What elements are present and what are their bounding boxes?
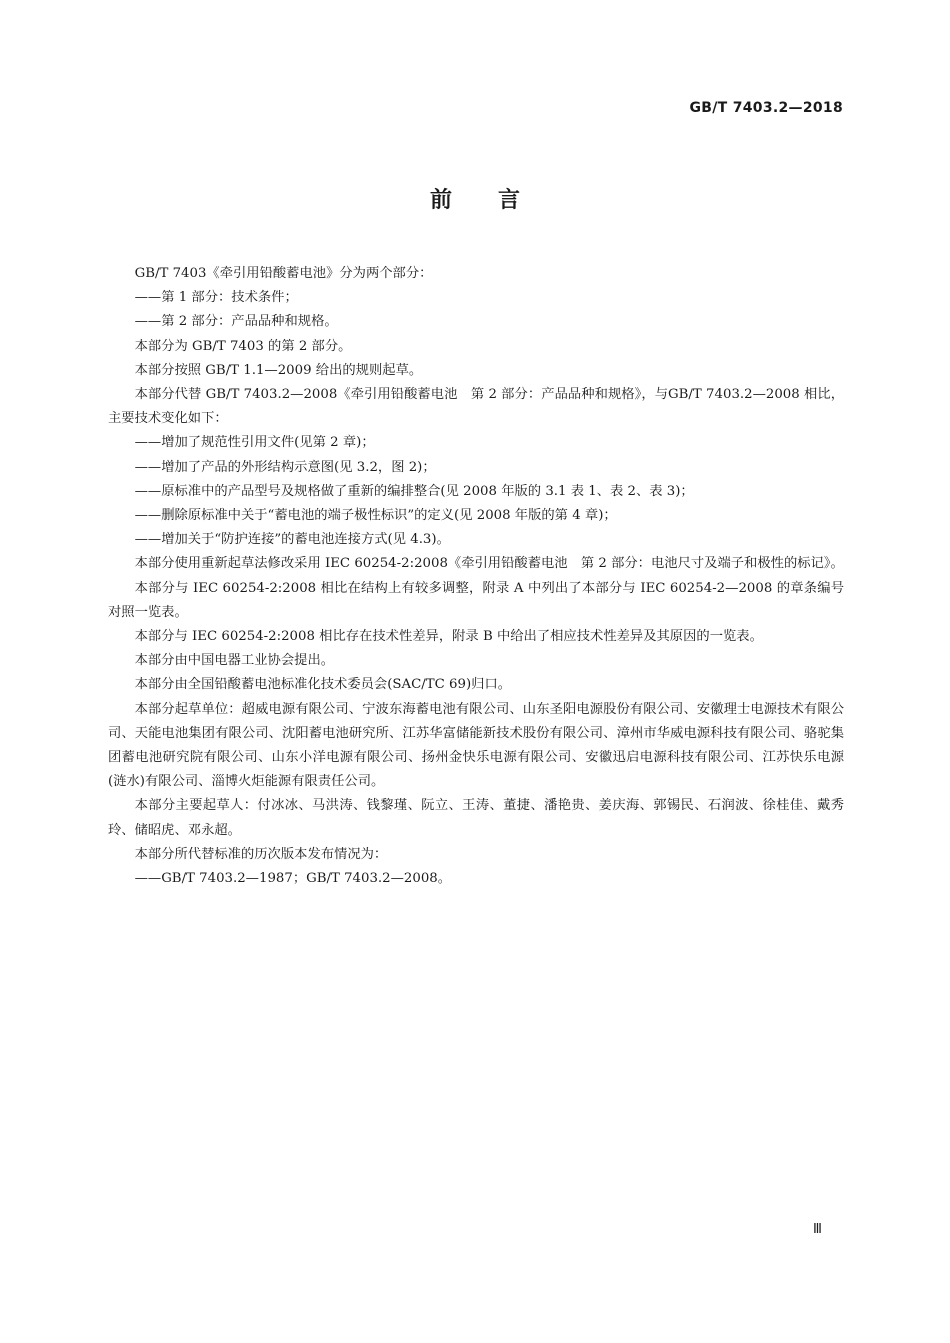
paragraph: 本部分由全国铅酸蓄电池标准化技术委员会(SAC/TC 69)归口。 — [134, 677, 512, 693]
list-item: ——第 1 部分：技术条件； — [134, 290, 298, 306]
list-item: ——GB/T 7403.2—1987；GB/T 7403.2—2008。 — [134, 871, 452, 887]
list-item: ——增加关于“防护连接”的蓄电池连接方式(见 4.3)。 — [134, 532, 450, 548]
paragraph: 本部分所代替标准的历次版本发布情况为： — [134, 846, 388, 862]
paragraph: 本部分起草单位：超威电源有限公司、宁波东海蓄电池有限公司、山东圣阳电源股份有限公司、安徽理士电源技术有限公司、天能电池集团有限公司、沈阳蓄电池研究所、江苏华富储能新技术股份有限公司、漳州市华威电源科技有限公司、骆驼集团蓄电池研究院有限公司、山东小洋电源有限公司、扬州金快乐电源有限公司、安徽迅启电源科技有限公司、江苏快乐电源(涟水)有限公司、淄博火炬能源有限责任公司。 — [108, 701, 844, 790]
paragraph: GB/T 7403《牵引用铅酸蓄电池》分为两个部分： — [134, 266, 433, 281]
paragraph: 本部分代替 GB/T 7403.2—2008《牵引用铅酸蓄电池 第 2 部分：产品品种和规格》，与GB/T 7403.2—2008 相比，主要技术变化如下： — [108, 387, 844, 427]
list-item: ——删除原标准中关于“蓄电池的端子极性标识”的定义(见 2008 年版的第 4 章)； — [134, 508, 617, 524]
list-item: ——增加了规范性引用文件(见第 2 章)； — [134, 435, 375, 451]
paragraph: 本部分为 GB/T 7403 的第 2 部分。 — [134, 338, 352, 354]
list-item: ——增加了产品的外形结构示意图(见 3.2，图 2)； — [134, 459, 436, 475]
page-number: Ⅲ — [813, 1222, 822, 1237]
paragraph: 本部分使用重新起草法修改采用 IEC 60254-2:2008《牵引用铅酸蓄电池 第 2 部分：电池尺寸及端子和极性的标记》。 — [134, 556, 844, 572]
section-title: 前言 — [429, 188, 566, 213]
paragraph: 本部分与 IEC 60254-2:2008 相比在结构上有较多调整，附录 A 中列出了本部分与 IEC 60254-2—2008 的章条编号对照一览表。 — [108, 580, 844, 620]
document-number: GB/T 7403.2—2018 — [689, 100, 843, 116]
list-item: ——第 2 部分：产品品种和规格。 — [134, 314, 338, 330]
list-item: ——原标准中的产品型号及规格做了重新的编排整合(见 2008 年版的 3.1 表 1、表 2、表 3)； — [134, 483, 694, 499]
paragraph: 本部分按照 GB/T 1.1—2009 给出的规则起草。 — [134, 362, 423, 378]
paragraph: 本部分主要起草人：付冰冰、马洪涛、钱黎瑾、阮立、王涛、董捷、潘艳贵、姜庆海、郭锡民、石润波、徐桂佳、戴秀玲、储昭虎、邓永超。 — [108, 798, 844, 838]
paragraph: 本部分与 IEC 60254-2:2008 相比存在技术性差异，附录 B 中给出了相应技术性差异及其原因的一览表。 — [134, 629, 763, 645]
document-body — [108, 262, 844, 891]
paragraph: 本部分由中国电器工业协会提出。 — [134, 653, 335, 669]
